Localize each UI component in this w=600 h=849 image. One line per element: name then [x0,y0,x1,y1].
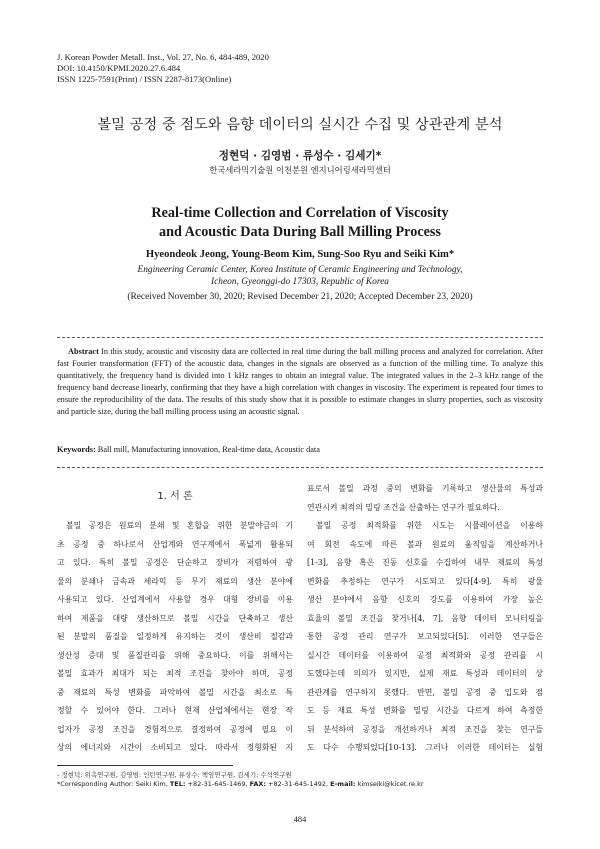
journal-header [57,52,269,86]
title-english [0,204,600,242]
body-line: 하여 제품을 대량 생산하므로 볼밀 시간을 단축하고 생산 [57,613,293,623]
body-line: 변화를 추정하는 연구가 시도되고 있다[4-9]. 특히 광물 [307,576,543,586]
body-line: 업자가 공정 조건을 경험적으로 결정하여 공정에 필요 이 [57,724,293,734]
footnote-fax-label: FAX: [249,780,266,788]
body-line: 생산성 증대 및 품질관리를 위해 중요하다. 이를 위해서는 [57,650,293,660]
body-line: 연관시켜 최적의 밀링 조건을 산출하는 연구가 필요하다. [307,502,500,512]
footnote-tel: +82-31-645-1469, [185,780,250,788]
body-line: 사용되고 있다. 산업계에서 사용할 경우 대형 장비를 이용 [57,595,293,604]
body-line: 통한 공정 관리 연구가 보고되었다[5]. 이러한 연구들은 [307,632,543,641]
footnote-email: kimseiki@kicet.re.kr [355,780,424,788]
body-line: 뒤 분석하여 공정을 개선하거나 최적 조건을 찾는 연구들 [307,724,543,734]
footnote-email-label: E-mail: [330,780,356,788]
keywords-label: Keywords: [57,445,96,454]
title-english-line-1: Real-time Collection and Correlation of Viscosity [151,205,449,221]
body-line: 도했다는데 의의가 있지만, 실제 재료 특성과 데이터의 상 [307,669,543,678]
body-line: 도 다수 수행되었다[10-13]. 그러나 이러한 데이터는 실험 [307,743,543,752]
body-line: 중 재료의 특성 변화를 파악하여 볼밀 시간을 최소로 특 [57,687,293,697]
footnote-positions: - 정현덕: 위촉연구원, 김영범: 인턴연구원, 류성수: 책임연구원, 김세기: 수석연구원 [57,771,292,779]
body-line: 표로서 볼밀 과정 중의 변화를 기록하고 생산물의 특성과 [307,484,543,493]
abstract [57,346,543,419]
body-line: 볼밀 공정 최적화를 위한 시도는 시뮬레이션을 이용하 [316,521,543,530]
affiliation-english-line-1: Engineering Ceramic Center, Korea Institute of Ceramic Engineering and Technology, [137,265,463,275]
journal-issn: ISSN 1225-7591(Print) / ISSN 2287-8173(Online) [57,74,232,85]
title-english-line-2: and Acoustic Data During Ball Milling Process [159,224,441,240]
authors-english: Hyeondeok Jeong, Young-Beom Kim, Sung-Soo Ryu and Seiki Kim* [145,249,455,260]
body-line: 도 등 재료 특성 변화를 밀링 시간을 다르게 하여 측정한 [307,706,543,715]
body-line: 볼밀 공정은 원료의 분쇄 및 혼합을 위한 분말야금의 기 [66,521,293,530]
abstract-label: Abstract [68,347,99,356]
received-dates: (Received November 30, 2020; Revised December 21, 2020; Accepted December 23, 2020) [127,292,473,302]
body-line: 볼밀 효과가 최대가 되는 최적 조건을 찾아야 하며, 공정 [57,669,293,678]
body-line: [1-3], 음향 혹은 진동 신호를 수집하여 내부 재료의 특성 [307,558,543,567]
journal-doi: DOI: 10.4150/KPMI.2020.27.6.484 [57,63,181,74]
page-number: 484 [293,815,307,824]
divider-bottom [57,467,543,468]
footnote-rule [57,765,233,766]
affiliation-english-line-2: Icheon, Gyeonggi-do 17303, Republic of Korea [211,276,389,287]
keywords-text: Ball mill, Manufacturing innovation, Real-time data, Acoustic data [97,445,320,454]
divider-top [57,337,543,338]
title-korean: 볼밀 공정 중 점도와 음향 데이터의 실시간 수집 및 상관관계 분석 [97,117,503,133]
body-line: 실시간 데이터를 이용하여 공정 최적화와 공정 관리를 시 [307,650,543,660]
footnote-corresponding [57,780,424,788]
body-line: 정할 수 있어야 한다. 그러나 현재 산업체에서는 현장 작 [57,706,293,715]
footnote-tel-label: TEL: [169,780,186,788]
authors-korean: 정현덕 · 김영범 · 류성수 · 김세기* [218,150,382,162]
footnote-corresponding-prefix: *Corresponding Author: Seiki Kim, [57,780,170,788]
body-line: 여 회전 속도에 따른 볼과 원료의 움직임을 계산하거나 [307,539,543,549]
section-heading-introduction: 1. 서 론 [157,491,193,502]
body-line: 상의 에너지와 시간이 소비되고 있다. 따라서 정형화된 지 [57,743,293,752]
body-line: 물의 분쇄나 금속과 세라믹 등 무기 재료의 생산 분야에 [57,576,293,586]
keywords [57,445,320,454]
body-line: 생산 분야에서 음향 신호의 강도를 이용하여 가장 높은 [307,595,543,604]
body-line: 된 분말의 품질을 일정하게 유지하는 것이 생산비 절감과 [57,632,293,641]
body-line: 관관계를 연구하지 못했다. 반면, 볼밀 공정 중 입도와 점 [307,687,543,697]
footnote-fax: +82-31-645-1492, [265,780,331,788]
journal-citation: J. Korean Powder Metall. Inst., Vol. 27, No. 6, 484-489, 2020 [57,52,269,62]
body-line: 고 있다. 특히 볼밀 공정은 단순하고 장비가 저렴하여 광 [57,558,293,567]
affiliation-korean: 한국세라믹기술원 이천분원 엔지니어링세라믹센터 [209,165,391,175]
body-line: 초 공정 중 하나로서 산업계와 연구계에서 폭넓게 활용되 [57,539,293,549]
abstract-text: In this study, acoustic and viscosity data are collected in real time during the ball milling process and analyzed for correlation. After fast Fourier transformation (FFT) of the acoustic data, changes in the signals are observed as a function of the milling time. To analyze this quantitatively, the frequency band is divided into 1 kHz ranges to obtain an integral value. The integrated values in the 2–3 kHz range of the frequency band decrease linearly, confirming that they have a high correlation with changes in viscosity. The experiment is repeated four times to ensure the reproducibility of the data. The results of this study show that it is possible to estimate changes in slurry properties, such as viscosity and particle size, during the ball milling process using an acoustic signal. [57,347,543,417]
affiliation-english [0,265,600,288]
body-line: 효율의 볼밀 조건을 찾거나[4, 7], 음향 데이터 모니터링을 [307,613,543,623]
